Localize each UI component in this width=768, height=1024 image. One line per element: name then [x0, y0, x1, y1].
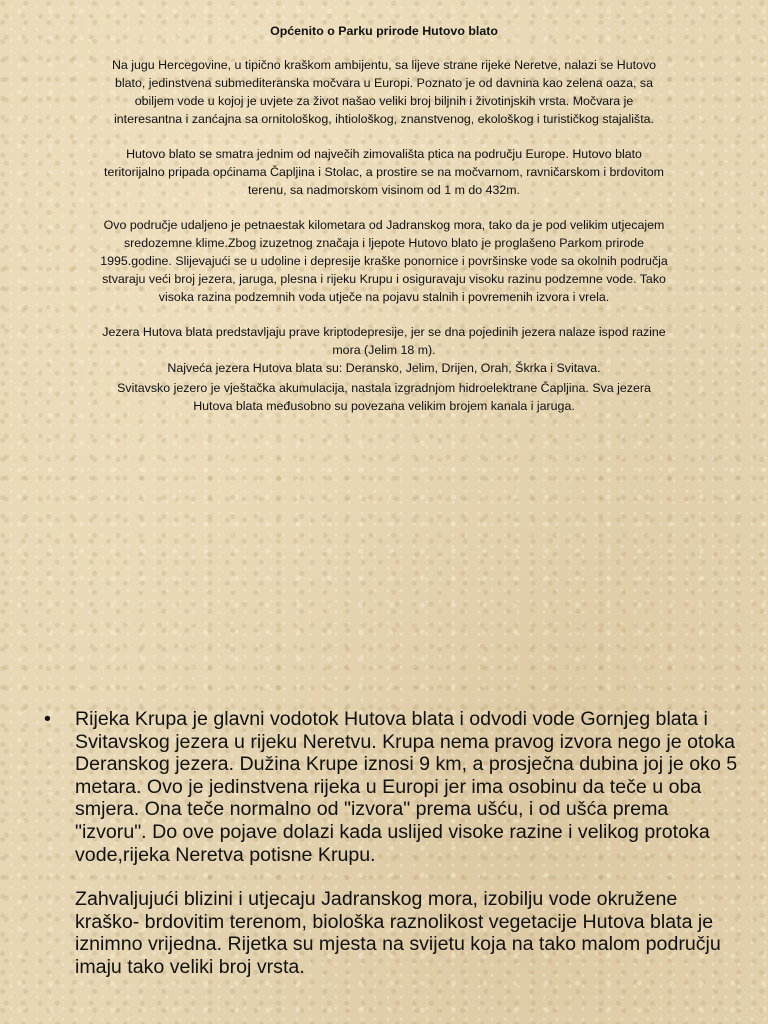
- paragraph-birds: Hutovo blato se smatra jednim od največih zimovališta ptica na području Europe. Hutovo blato teritorijalno pripada općinama Čapljina i Stolac, a prostire se na močvarnom, ravničarskom i brdovitom terenu, sa nadmorskom visinom od 1 m do 432m.: [104, 147, 664, 197]
- document-title: Općenito o Parku prirode Hutovo blato: [270, 24, 498, 38]
- paragraph-svitava: Svitavsko jezero je vještačka akumulacija, nastala izgradnjom hidroelektrane Čapljina. Sva jezera Hutova blata međusobno su povezana velikim brojem kanala i jaruga.: [117, 381, 651, 413]
- bullet-icon: •: [44, 708, 51, 730]
- paragraph-largest-lakes: Najveća jezera Hutova blata su: Deransko, Jelim, Drijen, Orah, Škrka i Svitava.: [167, 361, 601, 375]
- paragraph-krupa-river: Rijeka Krupa je glavni vodotok Hutova blata i odvodi vode Gornjeg blata i Svitavskog jezera u rijeku Neretvu. Krupa nema pravog izvora nego je otoka Deranskog jezera. Dužina Krupe iznosi 9 km, a prosječna dubina joj je oko 5 metara. Ovo je jedinstvena rijeka u Europi jer ima osobinu da teče u oba smjera. Ona teče normalno od "izvora" prema ušću, i od ušća prema "izvoru". Do ove pojave dolazi kada uslijed visoke razine i velikog protoka vode,rijeka Neretva potisne Krupu.: [75, 708, 738, 866]
- bullet-section: [44, 708, 744, 1001]
- paragraph-intro: Na jugu Hercegovine, u tipično kraškom ambijentu, sa lijeve strane rijeke Neretve, nalazi se Hutovo blato, jedinstvena submediteranska močvara u Europi. Poznato je od davnina kao zelena oaza, sa obiljem vode u kojoj je uvjete za život našao veliki broj biljnih i životinjskih vrsta. Močvara je interesantna i zanćajna sa ornitološkog, ihtiološkog, znanstvenog, ekološkog i turističkog stajališta.: [111, 58, 657, 126]
- bullet-item: [44, 708, 744, 1001]
- paragraph-biodiversity: Zahvaljujući blizini i utjecaju Jadranskog mora, izobilju vode okružene kraško- brdovitim terenom, biološka raznolikost vegetacije Hutova blata je iznimno vrijedna. Rijetka su mjesta na svijetu koja na tako malom području imaju tako veliki broj vrsta.: [75, 888, 721, 978]
- bullet-body: [75, 708, 744, 1001]
- paragraph-climate: Ovo područje udaljeno je petnaestak kilometara od Jadranskog mora, tako da je pod velikim utjecajem sredozemne klime.Zbog izuzetnog značaja i ljepote Hutovo blato je proglašeno Parkom prirode 1995.godine. Slijevajući se u udoline i depresije kraške ponornice i površinske vode sa okolnih područja stvaraju veći broj jezera, jaruga, plesna i rijeku Krupu i osiguravaju visoku razinu podzemne vode. Tako visoka razina podzemnih voda utječe na pojavu stalnih i povremenih izvora i vrela.: [100, 218, 668, 304]
- document-top-section: [100, 22, 668, 432]
- paragraph-cryptodepressions: Jezera Hutova blata predstavljaju prave kriptodepresije, jer se dna pojedinih jezera nalaze ispod razine mora (Jelim 18 m).: [102, 325, 666, 357]
